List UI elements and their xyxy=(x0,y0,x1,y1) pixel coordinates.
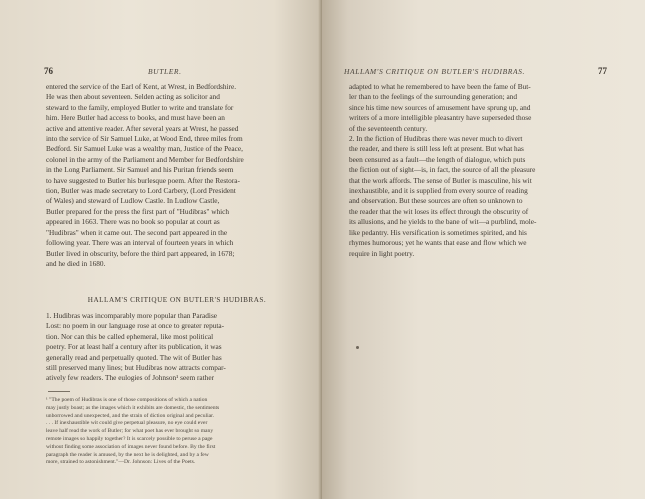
text-line: active and attentive reader. After several years at Wrest, he passed xyxy=(46,123,239,133)
right-paragraph xyxy=(349,82,599,259)
text-line: following year. There was an interval of fourteen years in which xyxy=(46,238,234,248)
ink-speck xyxy=(356,346,359,349)
text-line: and he died in 1680. xyxy=(46,258,106,268)
text-line: of Wales) and steward of Ludlow Castle. In Ludlow Castle, xyxy=(46,196,220,206)
right-page xyxy=(322,0,645,499)
text-line: atively few readers. The eulogies of Johnson¹ seem rather xyxy=(46,373,214,383)
text-line: Bedford. Sir Samuel Luke was a wealthy man, Justice of the Peace, xyxy=(46,144,243,154)
footnote xyxy=(46,397,293,467)
text-line: Butler prepared for the press the first part of "Hudibras" which xyxy=(46,206,230,216)
text-line: to have suggested to Butler his burlesque poem. After the Restora- xyxy=(46,175,240,185)
text-line: entered the service of the Earl of Kent, at Wrest, in Bedfordshire. xyxy=(46,82,237,91)
footnote-line: may justly boast; as the images which it exhibits are domestic, the sentiments xyxy=(46,404,220,411)
text-line: tion, Butler was made secretary to Lord Carbery, (Lord President xyxy=(46,186,236,196)
text-line: adapted to what he remembered to have been the fame of But- xyxy=(349,82,531,91)
text-line: him. Here Butler had access to books, and must have been an xyxy=(46,113,225,123)
text-line: that the work affords. The sense of Butler is masculine, his wit xyxy=(349,175,532,185)
left-page xyxy=(0,0,322,499)
text-line: steward to the family, employed Butler to write and translate for xyxy=(46,102,234,112)
section-title: HALLAM'S CRITIQUE ON BUTLER'S HUDIBRAS. xyxy=(87,296,267,304)
text-line: its allusions, and he yields to the bane of wit—a purblind, mole- xyxy=(349,217,537,227)
footnote-rule xyxy=(48,391,70,392)
text-line: in the Long Parliament. Sir Samuel and his Puritan friends seem xyxy=(46,165,234,175)
text-line: and observation. But these sources are often so unknown to xyxy=(349,196,523,206)
text-line: 1. Hudibras was incomparably more popular than Paradise xyxy=(46,311,218,320)
text-line: require in light poetry. xyxy=(349,248,415,258)
text-line: the reader, and there is still less left at present. But what has xyxy=(349,144,524,154)
text-line: generally read and perpetually quoted. The wit of Butler has xyxy=(46,352,222,362)
text-line: inexhaustible, and it is supplied from every source of reading xyxy=(349,186,528,196)
text-line: of the seventeenth century. xyxy=(349,123,428,133)
text-line: tion. Nor can this be called ephemeral, like most political xyxy=(46,331,214,341)
text-line: been censured as a fault—the length of dialogue, which puts xyxy=(349,154,526,164)
left-paragraph xyxy=(46,82,293,269)
footnote-line: remote images so happily together? It is scarcely possible to peruse a page xyxy=(46,435,213,442)
right-page-number: 77 xyxy=(598,66,607,76)
footnote-line: paragraph the reader is amused, by the next he is delighted, and by a few xyxy=(46,451,209,458)
text-line: Lost: no poem in our language rose at once to greater reputa- xyxy=(46,321,225,331)
text-line: rhymes humorous; yet he wants that ease and flow which we xyxy=(349,238,527,248)
footnote-line: ¹ "The poem of Hudibras is one of those compositions of which a nation xyxy=(46,397,208,403)
footnote-line: . . . If inexhaustible wit could give perpetual pleasure, no eye could ever xyxy=(46,420,208,427)
text-line: into the service of Sir Samuel Luke, at Wood End, three miles from xyxy=(46,134,243,144)
footnote-line: leave half read the work of Butler; for what poet has ever brought so many xyxy=(46,428,214,435)
left-running-head: BUTLER. xyxy=(148,67,182,76)
text-line: still preserved many lines; but Hudibras now attracts compar- xyxy=(46,363,226,373)
text-line: like pedantry. His versification is sometimes spirited, and his xyxy=(349,227,527,237)
footnote-line: more, strained to astonishment."—Dr. Johnson: Lives of the Poets. xyxy=(46,459,196,466)
text-line: appeared in 1663. There was no book so popular at court as xyxy=(46,217,220,227)
footnote-line: unborrowed and unexpected, and the strain of diction original and peculiar. xyxy=(46,412,215,419)
text-line: the fiction out of sight—is, in fact, the source of all the pleasure xyxy=(349,165,536,175)
text-line: the reader that the wit loses its effect through the obscurity of xyxy=(349,206,529,216)
section-paragraph xyxy=(46,311,293,384)
text-line: since his time new sources of amusement have sprung up, and xyxy=(349,102,531,112)
text-line: 2. In the fiction of Hudibras there was never much to divert xyxy=(349,134,523,144)
text-line: He was then about seventeen. Selden acting as solicitor and xyxy=(46,92,220,102)
text-line: "Hudibras" when it came out. The second part appeared in the xyxy=(46,227,228,237)
text-line: poetry. For at least half a century after its publication, it was xyxy=(46,342,222,352)
right-running-head: HALLAM'S CRITIQUE ON BUTLER'S HUDIBRAS. xyxy=(344,67,525,76)
text-line: colonel in the army of the Parliament and Member for Bedfordshire xyxy=(46,154,244,164)
footnote-line: without finding some association of images never found before. By the first xyxy=(46,443,216,450)
text-line: ler than to the feelings of the surrounding generation; and xyxy=(349,92,517,102)
left-page-number: 76 xyxy=(44,66,53,76)
text-line: writers of a more intelligible pleasantry have superseded those xyxy=(349,113,532,123)
text-line: Butler lived in obscurity, before the third part appeared, in 1678; xyxy=(46,248,235,258)
